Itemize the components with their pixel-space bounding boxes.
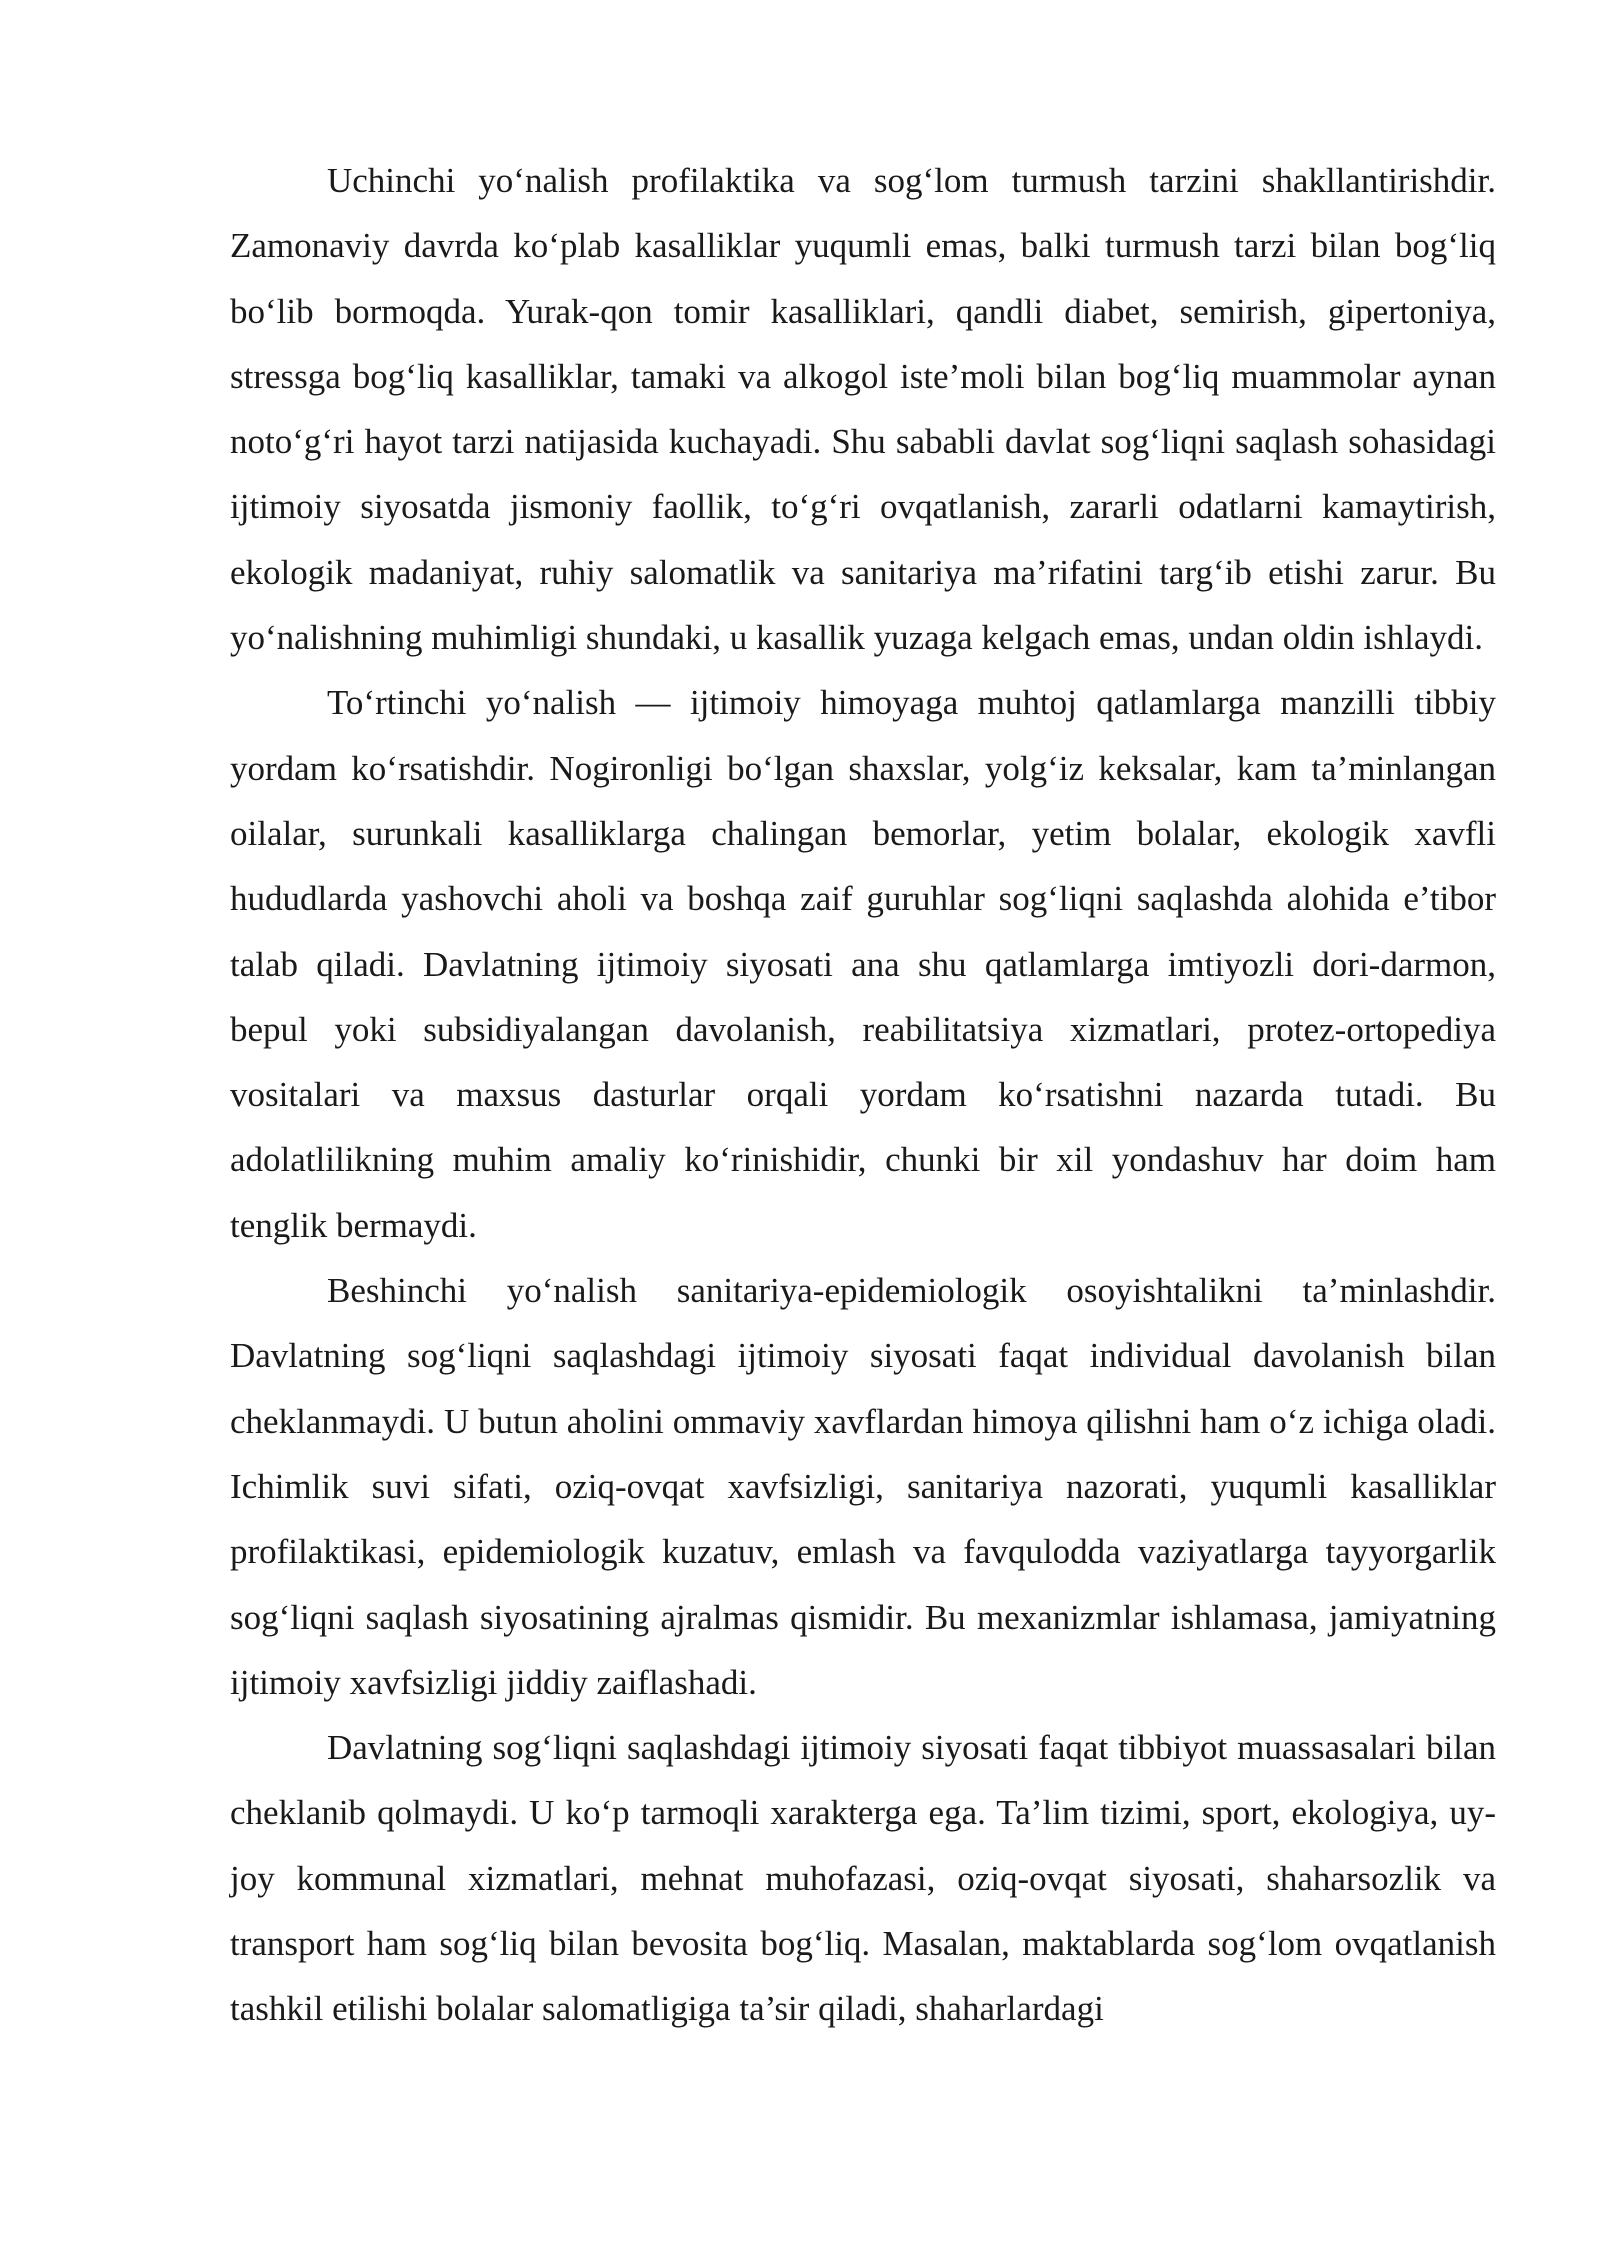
paragraph-sanitary-epidemiological: Beshinchi yo‘nalish sanitariya-epidemiologik osoyishtalikni ta’minlashdir. Davlatning sog‘liqni saqlashdagi ijtimoiy siyosati faqat individual davolanish bilan cheklanmaydi. U butun aholini ommaviy xavflardan himoya qilishni ham o‘z ichiga oladi. Ichimlik suvi sifati, oziq-ovqat xavfsizligi, sanitariya nazorati, yuqumli kasalliklar profilaktikasi, epidemiologik kuzatuv, emlash va favqulodda vaziyatlarga tayyorgarlik sog‘liqni saqlash siyosatining ajralmas qismidir. Bu mexanizmlar ishlamasa, jamiyatning ijtimoiy xavfsizligi jiddiy zaiflashadi. (230, 1271, 1496, 1702)
paragraph-targeted-medical-aid: To‘rtinchi yo‘nalish — ijtimoiy himoyaga muhtoj qatlamlarga manzilli tibbiy yordam ko‘rsatishdir. Nogironligi bo‘lgan shaxslar, yolg‘iz keksalar, kam ta’minlangan oilalar, surunkali kasalliklarga chalingan bemorlar, yetim bolalar, ekologik xavfli hududlarda yashovchi aholi va boshqa zaif guruhlar sog‘liqni saqlashda alohida e’tibor talab qiladi. Davlatning ijtimoiy siyosati ana shu qatlamlarga imtiyozli dori-darmon, bepul yoki subsidiyalangan davolanish, reabilitatsiya xizmatlari, protez-ortopediya vositalari va maxsus dasturlar orqali yordam ko‘rsatishni nazarda tutadi. Bu adolatlilikning muhim amaliy ko‘rinishidir, chunki bir xil yondashuv har doim ham tenglik bermaydi. (230, 683, 1496, 1245)
paragraph-multisectoral-policy: Davlatning sog‘liqni saqlashdagi ijtimoiy siyosati faqat tibbiyot muassasalari bilan cheklanib qolmaydi. U ko‘p tarmoqli xarakterga ega. Ta’lim tizimi, sport, ekologiya, uy-joy kommunal xizmatlari, mehnat muhofazasi, oziq-ovqat siyosati, shaharsozlik va transport ham sog‘liq bilan bevosita bog‘liq. Masalan, maktablarda sog‘lom ovqatlanish tashkil etilishi bolalar salomatligiga ta’sir qiladi, shaharlardagi (230, 1728, 1496, 2029)
paragraph-preventive-healthy-lifestyle: Uchinchi yo‘nalish profilaktika va sog‘lom turmush tarzini shakllantirishdir. Zamonaviy davrda ko‘plab kasalliklar yuqumli emas, balki turmush tarzi bilan bog‘liq bo‘lib bormoqda. Yurak-qon tomir kasalliklari, qandli diabet, semirish, gipertoniya, stressga bog‘liq kasalliklar, tamaki va alkogol iste’moli bilan bog‘liq muammolar aynan noto‘g‘ri hayot tarzi natijasida kuchayadi. Shu sababli davlat sog‘liqni saqlash sohasidagi ijtimoiy siyosatda jismoniy faollik, to‘g‘ri ovqatlanish, zararli odatlarni kamaytirish, ekologik madaniyat, ruhiy salomatlik va sanitariya ma’rifatini targ‘ib etishi zarur. Bu yo‘nalishning muhimligi shundaki, u kasallik yuzaga kelgach emas, undan oldin ishlaydi. (230, 161, 1496, 658)
document-page (230, 148, 1496, 2042)
